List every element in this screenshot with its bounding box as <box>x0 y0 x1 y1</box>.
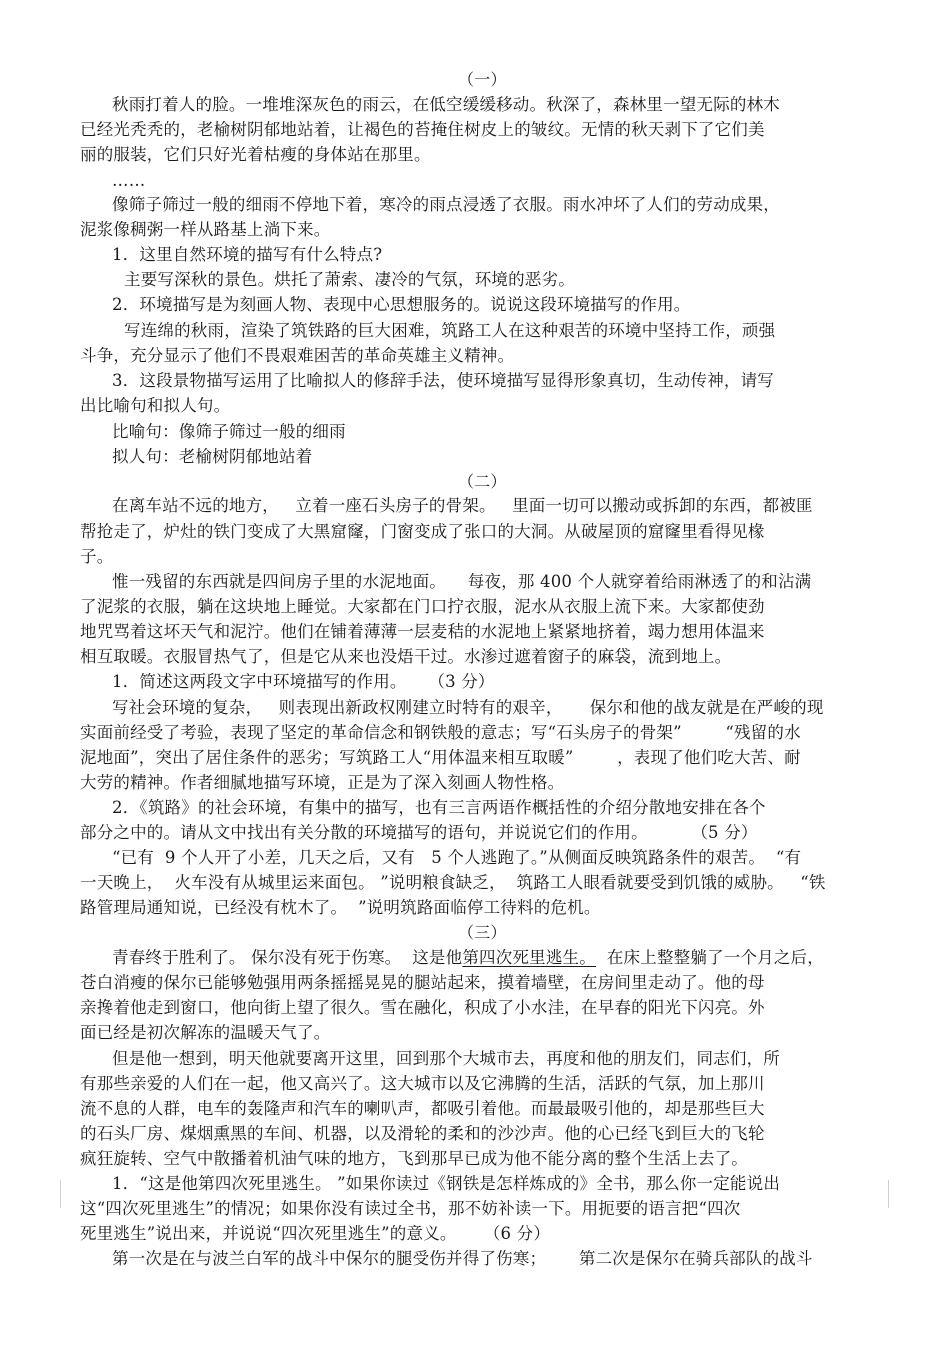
paragraph-line: 但是他一想到，明天他就要离开这里，回到那个大城市去，再度和他的朋友们，同志们，所 <box>112 1049 780 1068</box>
question-line: 1．“这是他第四次死里逃生。 ”如果你读过《钢铁是怎样炼成的》全书，那么你一定能说出 <box>112 1174 781 1193</box>
paragraph-text: 青春终于胜利了。 保尔没有死于伤寒。 这是他 <box>112 948 463 967</box>
paragraph-line: 相互取暖。衣服冒热气了，但是它从来也没焐干过。水渗过遮着窗子的麻袋，流到地上。 <box>80 647 732 666</box>
section-1-heading: （一） <box>458 70 507 89</box>
paragraph-line: 面已经是初次解冻的温暖天气了。 <box>80 1023 331 1042</box>
paragraph-line <box>112 946 824 970</box>
answer-simile: 比喻句：像筛子筛过一般的细雨 <box>112 422 346 441</box>
answer-line: 泥地面”，突出了居住条件的恶劣；写筑路工人“用体温来相互取暖” ，表现了他们吃大苦、耐 <box>80 748 801 767</box>
paragraph-line: 亲搀着他走到窗口，他向街上望了很久。雪在融化，积成了小水洼，在早春的阳光下闪亮。外 <box>80 998 765 1017</box>
question-2: 2．环境描写是为刻画人物、表现中心思想服务的。说说这段环境描写的作用。 <box>112 295 691 314</box>
answer-line: 一天晚上， 火车没有从城里运来面包。 ”说明粮食缺乏， 筑路工人眼看就要受到饥饿的威胁。 “铁 <box>80 873 826 892</box>
paragraph-line: 的石头厂房、煤烟熏黑的车间、机器，以及滑轮的柔和的沙沙声。他的心已经飞到巨大的飞轮 <box>80 1124 765 1143</box>
paragraph-line: 丽的服装，它们只好光着枯瘦的身体站在那里。 <box>80 145 431 164</box>
answer-1: 主要写深秋的景色。烘托了萧索、凄冷的气氛，环境的恶劣。 <box>124 270 575 289</box>
question-1: 1．这里自然环境的描写有什么特点? <box>112 245 383 264</box>
section-3-heading: （三） <box>458 923 507 942</box>
paragraph-line: 地咒骂着这坏天气和泥泞。他们在铺着薄薄一层麦秸的水泥地上紧紧地挤着，竭力想用体温来 <box>80 622 765 641</box>
paragraph-line: 子。 <box>80 547 114 566</box>
scan-mark <box>888 1180 889 1208</box>
paragraph-line: 惟一残留的东西就是四间房子里的水泥地面。 每夜，那 400 个人就穿着给雨淋透了的和沾满 <box>112 572 812 591</box>
question-line: 2．《筑路》的社会环境，有集中的描写，也有三言两语作概括性的介绍分散地安排在各个 <box>112 798 766 817</box>
paragraph-line: 有那些亲爱的人们在一起，他又高兴了。这大城市以及它沸腾的生活，活跃的气氛，加上那川 <box>80 1074 765 1093</box>
answer-line: 斗争，充分显示了他们不畏艰难困苦的革命英雄主义精神。 <box>80 346 515 365</box>
underlined-phrase: 第四次死里逃生。 <box>462 948 596 967</box>
question-line: 死里逃生”说出来，并说说“四次死里逃生”的意义。 （6 分） <box>80 1224 551 1243</box>
paragraph-text: 在床上整整躺了一个月之后， <box>595 948 824 967</box>
paragraph-line: 了泥浆的衣服，躺在这块地上睡觉。大家都在门口拧衣服，泥水从衣服上流下来。大家都使劲 <box>80 597 765 616</box>
question-line: 部分之中的。请从文中找出有关分散的环境描写的语句，并说说它们的作用。 （5 分） <box>80 823 758 842</box>
answer-line: 路管理局通知说，已经没有枕木了。 ”说明筑路面临停工待料的危机。 <box>80 898 601 917</box>
paragraph-line: 疯狂旋转、空气中散播着机油气味的地方，飞到那早已成为他不能分离的整个生活上去了。 <box>80 1149 748 1168</box>
question-line: 3．这段景物描写运用了比喻拟人的修辞手法，使环境描写显得形象真切，生动传神，请写 <box>112 371 774 390</box>
answer-personification: 拟人句：老榆树阴郁地站着 <box>112 447 313 466</box>
paragraph-line: 流不息的人群，电车的轰隆声和汽车的喇叭声，都吸引着他。而最最吸引他的，却是那些巨大 <box>80 1099 765 1118</box>
answer-line: “已有 9 个人开了小差，几天之后，又有 5 个人逃跑了。”从侧面反映筑路条件的艰苦。 “有 <box>112 848 802 867</box>
question-line: 出比喻句和拟人句。 <box>80 396 231 415</box>
paragraph-line: 苍白消瘦的保尔已能够勉强用两条摇摇晃晃的腿站起来，摸着墙壁，在房间里走动了。他的母 <box>80 973 765 992</box>
answer-line: 第一次是在与波兰白军的战斗中保尔的腿受伤并得了伤寒； 第二次是保尔在骑兵部队的战斗 <box>112 1249 813 1268</box>
answer-line: 实面前经受了考验，表现了坚定的革命信念和钢铁般的意志；写“石头房子的骨架” “残留的水 <box>80 723 801 742</box>
paragraph-line: 秋雨打着人的脸。一堆堆深灰色的雨云，在低空缓缓移动。秋深了，森林里一望无际的林木 <box>112 95 780 114</box>
question-line: 这“四次死里逃生”的情况；如果你没有读过全书，那不妨补读一下。用扼要的语言把“四次 <box>80 1199 741 1218</box>
paragraph-line: 泥浆像稠粥一样从路基上淌下来。 <box>80 220 331 239</box>
section-2-heading: （二） <box>458 472 507 491</box>
paragraph-line: 已经光秃秃的，老榆树阴郁地站着，让褐色的苔掩住树皮上的皱纹。无情的秋天剥下了它们美 <box>80 120 765 139</box>
paragraph-line: 像筛子筛过一般的细雨不停地下着，寒冷的雨点浸透了衣服。雨水冲坏了人们的劳动成果， <box>112 195 780 214</box>
scan-mark <box>60 1180 61 1208</box>
paragraph-line: 帮抢走了，炉灶的铁门变成了大黑窟窿，门窗变成了张口的大洞。从破屋顶的窟窿里看得见椽 <box>80 522 765 541</box>
paragraph-line: 在离车站不远的地方， 立着一座石头房子的骨架。 里面一切可以搬动或拆卸的东西，都被匪 <box>112 496 813 515</box>
question-1: 1．简述这两段文字中环境描写的作用。 （3 分） <box>112 672 495 691</box>
answer-line: 大劳的精神。作者细腻地描写环境，正是为了深入刻画人物性格。 <box>80 773 565 792</box>
answer-line: 写社会环境的复杂， 则表现出新政权刚建立时特有的艰辛， 保尔和他的战友就是在严峻的现 <box>112 698 824 717</box>
answer-line: 写连绵的秋雨，渲染了筑铁路的巨大困难，筑路工人在这种艰苦的环境中坚持工作，顽强 <box>124 321 776 340</box>
ellipsis: …… <box>112 171 146 190</box>
